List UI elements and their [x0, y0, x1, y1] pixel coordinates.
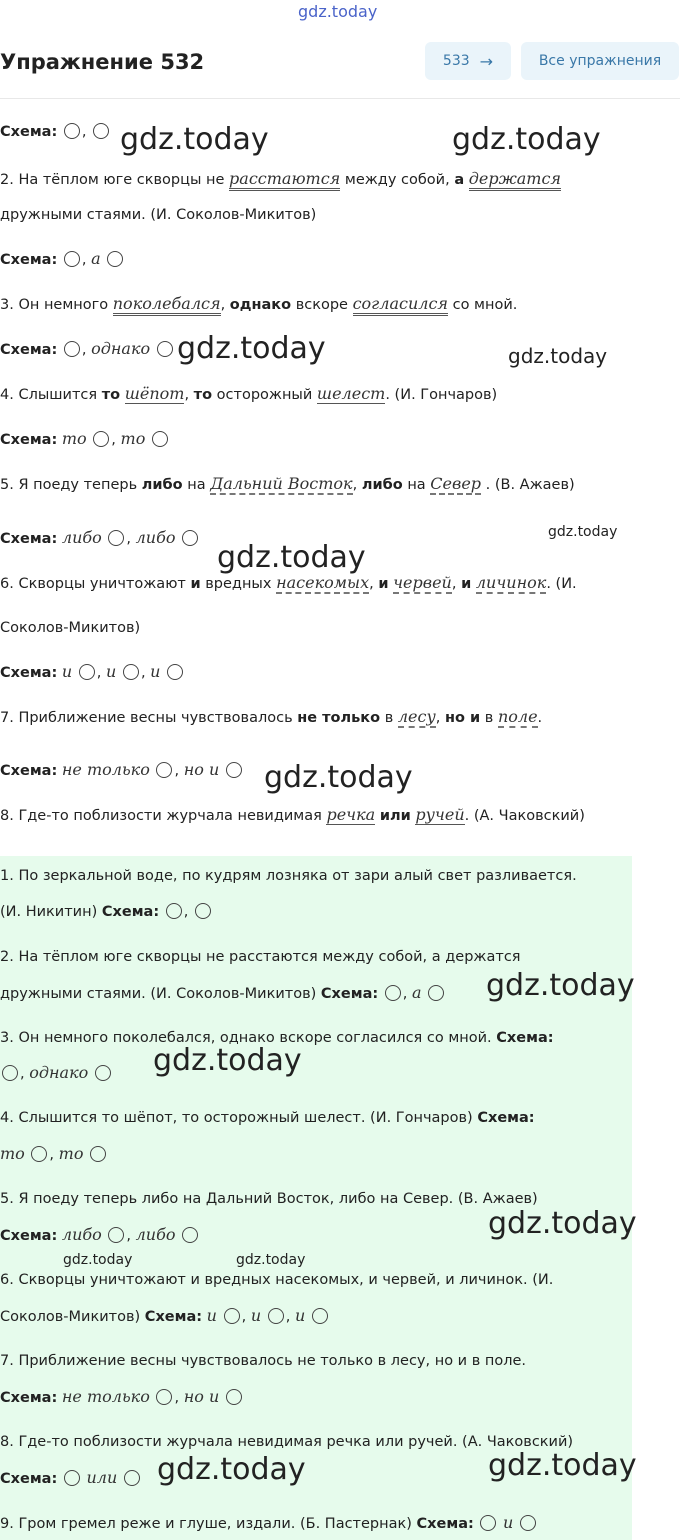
schema-label: Схема: — [0, 665, 58, 681]
s4-line1: 4. Слышится то шёпот, то осторожный шелест. (И. Гончаров) — [0, 384, 498, 403]
s6-schema: Схема: и , и , и — [0, 662, 185, 683]
subject: речка — [326, 805, 376, 824]
circle-icon — [64, 251, 80, 267]
a9-line1 — [0, 1513, 538, 1534]
s1-schema — [0, 122, 111, 142]
conjunction: то — [193, 387, 213, 403]
text: 4. Слышится то шёпот, то осторожный шелест. (И. Гончаров) — [0, 1110, 473, 1126]
subject: шёпот — [124, 384, 185, 403]
conjunction: либо — [61, 1225, 102, 1244]
circle-icon — [182, 530, 198, 546]
conjunction: либо — [141, 477, 183, 493]
s2-line2: дружными стаями. (И. Соколов-Микитов) — [0, 207, 317, 223]
s5-schema: Схема: либо , либо — [0, 528, 200, 549]
text: 2. На тёплом юге скворцы не — [0, 172, 225, 188]
circle-icon — [480, 1515, 496, 1531]
circle-icon — [312, 1308, 328, 1324]
subject: ручей — [415, 805, 465, 824]
conjunction: то — [61, 429, 87, 448]
conjunction: не только — [61, 1387, 150, 1406]
a3-line2: , однако — [0, 1063, 113, 1084]
circle-icon — [385, 985, 401, 1001]
conjunction: то — [58, 1144, 84, 1163]
a6-line1: 6. Скворцы уничтожают и вредных насекомых, и червей, и личинок. (И. — [0, 1272, 554, 1288]
comma: , — [81, 124, 87, 140]
watermark: gdz.today — [177, 331, 326, 366]
conjunction: то — [0, 1144, 25, 1163]
page-title: Упражнение 532 — [0, 50, 205, 74]
schema-label: Схема: — [0, 763, 58, 779]
circle-icon — [95, 1065, 111, 1081]
text: 3. Он немного — [0, 297, 109, 313]
watermark: gdz.today — [488, 1448, 637, 1483]
schema-label: Схема: — [101, 904, 160, 920]
conjunction: однако — [91, 339, 151, 358]
conjunction: а — [91, 249, 101, 268]
watermark: gdz.today — [153, 1043, 302, 1078]
text: со мной. — [452, 297, 518, 313]
conjunction: то — [120, 429, 146, 448]
conjunction: а — [411, 983, 422, 1002]
watermark: gdz.today — [63, 1252, 133, 1268]
text: осторожный — [216, 387, 313, 403]
s3-line1 — [0, 294, 517, 315]
circle-icon — [64, 341, 80, 357]
a8-line1: 8. Где-то поблизости журчала невидимая речка или ручей. (А. Чаковский) — [0, 1434, 574, 1450]
circle-icon — [157, 341, 173, 357]
conjunction: но и — [183, 1387, 220, 1406]
a4-line1 — [0, 1108, 535, 1128]
watermark: gdz.today — [488, 1206, 637, 1241]
predicate: согласился — [353, 294, 448, 316]
s7-schema: Схема: не только , но и — [0, 760, 244, 781]
object: насекомых — [276, 573, 370, 592]
circle-icon — [166, 903, 182, 919]
text: 5. Я поеду теперь — [0, 477, 138, 493]
watermark: gdz.today — [452, 122, 601, 157]
subject: шелест — [316, 384, 386, 403]
conjunction: и — [294, 1306, 306, 1325]
conjunction: но и — [183, 760, 220, 779]
conjunction: и — [461, 576, 472, 592]
watermark: gdz.today — [486, 968, 635, 1003]
conjunction: и — [250, 1306, 262, 1325]
next-exercise-button[interactable] — [425, 42, 511, 80]
a4-line2: то , то — [0, 1144, 108, 1165]
circle-icon — [93, 123, 109, 139]
s6-line1: 6. Скворцы уничтожают и вредных насекомых, и червей, и личинок. (И. — [0, 573, 577, 592]
s4-schema: Схема: то , то — [0, 429, 170, 450]
s8-line1 — [0, 805, 585, 826]
circle-icon — [226, 762, 242, 778]
circle-icon — [64, 1470, 80, 1486]
a6-line2: Соколов-Микитов) Схема: и , и , и — [0, 1306, 330, 1327]
arrow-right-icon: → — [479, 51, 494, 71]
schema-label: Схема: — [477, 1110, 535, 1126]
circle-icon — [107, 251, 123, 267]
text: дружными стаями. (И. Соколов-Микитов) — [0, 986, 317, 1002]
circle-icon — [108, 530, 124, 546]
a5-line2: Схема: либо , либо — [0, 1225, 200, 1246]
circle-icon — [79, 664, 95, 680]
all-exercises-button[interactable]: Все упражнения — [521, 42, 679, 80]
object: лесу — [397, 707, 436, 726]
schema-label: Схема: — [0, 342, 58, 358]
schema-label: Схема: — [0, 124, 58, 140]
schema-label: Схема: — [144, 1309, 203, 1325]
text: . (В. Ажаев) — [485, 477, 575, 493]
text: между собой, — [344, 172, 450, 188]
text: (И. Никитин) — [0, 904, 98, 920]
text: 4. Слышится — [0, 387, 98, 403]
conjunction: либо — [61, 528, 102, 547]
text: в — [484, 710, 494, 726]
a7-line2: Схема: не только , но и — [0, 1387, 244, 1408]
conjunction: однако — [229, 297, 292, 313]
circle-icon — [428, 985, 444, 1001]
predicate: поколебался — [113, 294, 221, 316]
circle-icon — [167, 664, 183, 680]
comma: , — [220, 297, 226, 313]
text: . (И. Гончаров) — [385, 387, 498, 403]
a2-line1: 2. На тёплом юге скворцы не расстаются между собой, а держатся — [0, 949, 521, 965]
circle-icon — [268, 1308, 284, 1324]
text: на — [407, 477, 426, 493]
text: 9. Гром гремел реже и глуше, издали. (Б. Пастернак) — [0, 1516, 412, 1532]
circle-icon — [108, 1227, 124, 1243]
a5-line1: 5. Я поеду теперь либо на Дальний Восток, либо на Север. (В. Ажаев) — [0, 1191, 538, 1207]
watermark: gdz.today — [548, 524, 618, 540]
schema-label: Схема: — [0, 531, 58, 547]
schema-label: Схема: — [320, 986, 379, 1002]
conjunction: но и — [444, 710, 481, 726]
circle-icon — [31, 1146, 47, 1162]
text: 3. Он немного поколебался, однако вскоре согласился со мной. — [0, 1030, 492, 1046]
conjunction: или — [379, 808, 411, 824]
text: вскоре — [295, 297, 348, 313]
a8-line2 — [0, 1468, 142, 1489]
circle-icon — [156, 762, 172, 778]
circle-icon — [123, 664, 139, 680]
circle-icon — [124, 1470, 140, 1486]
text: 8. Где-то поблизости журчала невидимая — [0, 808, 322, 824]
text: . (И. — [546, 576, 577, 592]
circle-icon — [64, 123, 80, 139]
conjunction: не только — [61, 760, 150, 779]
schema-label: Схема: — [0, 252, 58, 268]
object: червей — [393, 573, 452, 592]
watermark: gdz.today — [120, 122, 269, 157]
s2-line1 — [0, 169, 561, 190]
conjunction: и — [378, 576, 389, 592]
a2-line2: дружными стаями. (И. Соколов-Микитов) Схема: , а — [0, 983, 446, 1004]
conjunction: не только — [297, 710, 381, 726]
text: Соколов-Микитов) — [0, 1309, 141, 1325]
watermark: gdz.today — [508, 344, 608, 368]
object: Дальний Восток — [210, 474, 353, 493]
predicate: расстаются — [229, 169, 340, 191]
circle-icon — [152, 431, 168, 447]
predicate: держатся — [469, 169, 561, 191]
a1-line1: 1. По зеркальной воде, по кудрям лозняка от зари алый свет разливается. — [0, 868, 577, 884]
text: 7. Приближение весны чувствовалось — [0, 710, 293, 726]
text: 6. Скворцы уничтожают — [0, 576, 186, 592]
circle-icon — [156, 1389, 172, 1405]
conjunction: однако — [29, 1063, 89, 1082]
circle-icon — [195, 903, 211, 919]
conjunction: то — [101, 387, 121, 403]
s5-line1: 5. Я поеду теперь либо на Дальний Восток, либо на Север . (В. Ажаев) — [0, 474, 575, 493]
object: поле — [497, 707, 538, 726]
conjunction: и — [190, 576, 201, 592]
object: Север — [430, 474, 482, 493]
a1-line2: (И. Никитин) Схема: , — [0, 902, 213, 922]
conjunction: либо — [135, 528, 176, 547]
conjunction: и — [150, 662, 161, 681]
header-divider — [0, 98, 680, 99]
text: вредных — [205, 576, 272, 592]
watermark-top: gdz.today — [298, 2, 378, 21]
watermark: gdz.today — [217, 540, 366, 575]
schema-label: Схема: — [0, 1390, 58, 1406]
text: в — [384, 710, 394, 726]
circle-icon — [90, 1146, 106, 1162]
conjunction: и — [106, 662, 117, 681]
conjunction: а — [454, 172, 465, 188]
object: личинок — [475, 573, 547, 592]
text: на — [187, 477, 206, 493]
circle-icon — [93, 431, 109, 447]
schema-label: Схема: — [416, 1516, 474, 1532]
circle-icon — [520, 1515, 536, 1531]
circle-icon — [2, 1065, 18, 1081]
schema-label: Схема: — [496, 1030, 554, 1046]
a7-line1: 7. Приближение весны чувствовалось не только в лесу, но и в поле. — [0, 1353, 527, 1369]
circle-icon — [182, 1227, 198, 1243]
conjunction: либо — [135, 1225, 176, 1244]
circle-icon — [226, 1389, 242, 1405]
s7-line1: 7. Приближение весны чувствовалось не только в лесу, но и в поле. — [0, 707, 543, 726]
watermark: gdz.today — [264, 760, 413, 795]
conjunction: и — [503, 1513, 514, 1532]
s2-schema: Схема: , а — [0, 249, 125, 270]
watermark: gdz.today — [236, 1252, 306, 1268]
circle-icon — [224, 1308, 240, 1324]
schema-label: Схема: — [0, 432, 58, 448]
next-exercise-label: 533 — [442, 53, 470, 69]
conjunction: либо — [361, 477, 403, 493]
text: . (А. Чаковский) — [464, 808, 585, 824]
conjunction: и — [61, 662, 73, 681]
conjunction: и — [206, 1306, 217, 1325]
schema-label: Схема: — [0, 1471, 58, 1487]
s6-line2: Соколов-Микитов) — [0, 620, 141, 636]
schema-label: Схема: — [0, 1228, 58, 1244]
watermark: gdz.today — [157, 1452, 306, 1487]
s3-schema: Схема: , однако — [0, 339, 175, 360]
conjunction: или — [86, 1468, 118, 1487]
